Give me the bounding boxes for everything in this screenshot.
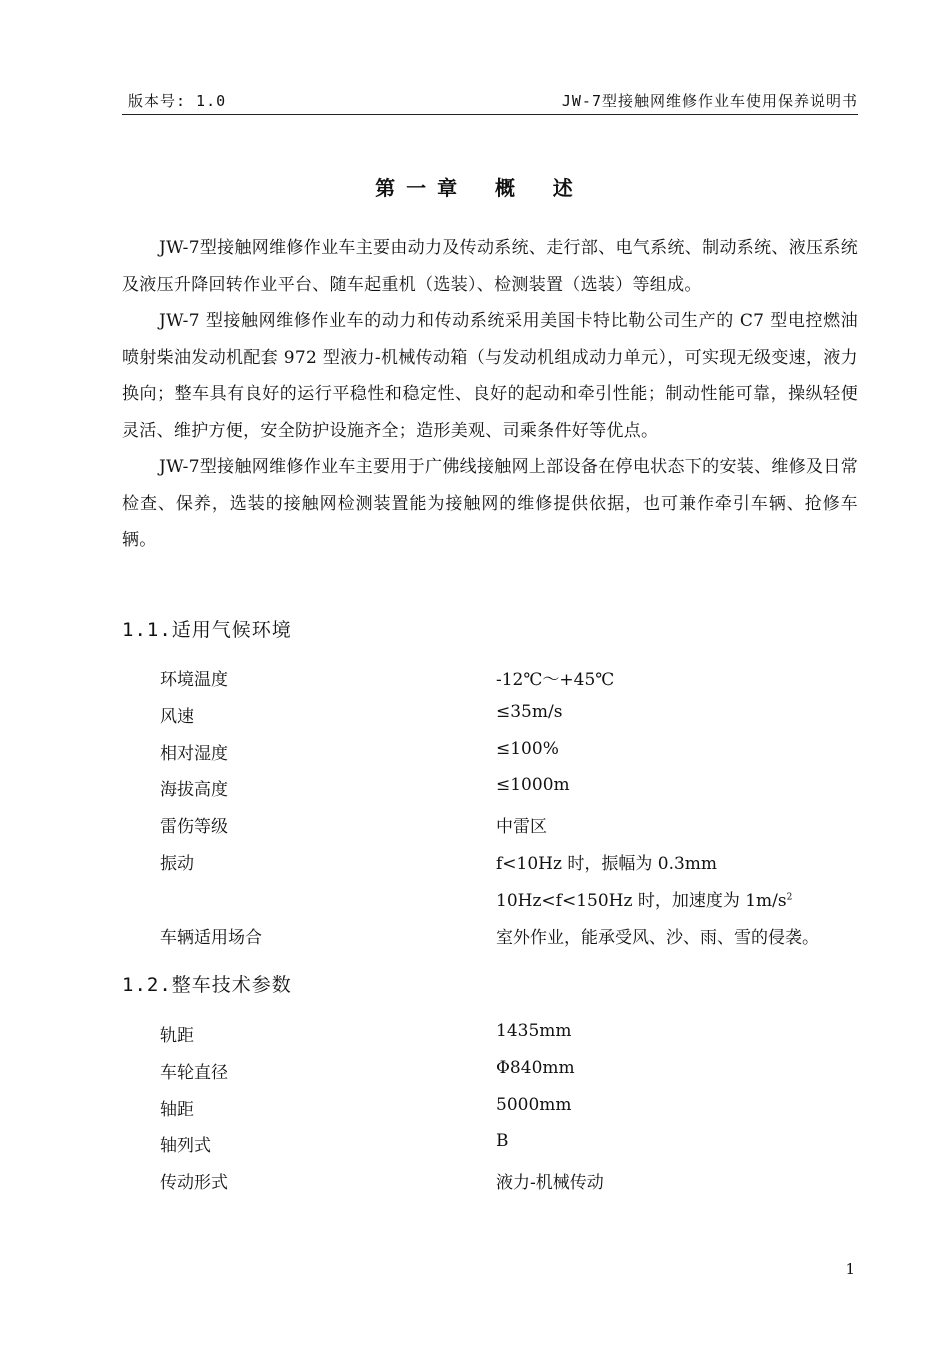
section-heading-climate: 1.1.适用气候环境 (122, 619, 292, 641)
superscript: 2 (786, 892, 793, 903)
page-number: 1 (845, 1260, 855, 1278)
param-label: 海拔高度 (160, 780, 228, 801)
table-row (160, 812, 860, 849)
table-row (160, 849, 860, 886)
param-label: 雷伤等级 (160, 817, 228, 838)
table-row (160, 739, 860, 776)
param-value: 中雷区 (496, 817, 547, 838)
paragraph-power-system: JW-7 型接触网维修作业车的动力和传动系统采用美国卡特比勒公司生产的 C7 型电控燃油喷射柴油发动机配套 972 型液力-机械传动箱（与发动机组成动力单元），可实现无级变速，液力换向；整车具有良好的运行平稳性和稳定性、良好的起动和牵引性能；制动性能可靠，操纵轻便灵活、维护方便，安全防护设施齐全；造形美观、司乘条件好等优点。 (122, 311, 858, 441)
table-row (160, 1168, 860, 1205)
param-label: 环境温度 (160, 670, 228, 690)
table-row (160, 923, 860, 960)
param-label: 振动 (160, 853, 194, 874)
table-row (160, 886, 860, 923)
table-row (160, 775, 860, 812)
param-label: 轨距 (160, 1026, 194, 1046)
param-label: 车轮直径 (160, 1062, 228, 1083)
param-value: ≤100% (496, 738, 559, 759)
table-row (160, 1095, 860, 1132)
param-value: ≤35m/s (496, 701, 563, 722)
param-value-text: 10Hz<f<150Hz 时，加速度为 1m/s (496, 890, 787, 911)
page-header (122, 88, 858, 115)
param-value: Φ840mm (496, 1057, 575, 1078)
paragraph-composition: JW-7型接触网维修作业车主要由动力及传动系统、走行部、电气系统、制动系统、液压系统及液压升降回转作业平台、随车起重机（选装）、检测装置（选装）等组成。 (122, 238, 858, 295)
param-label: 相对湿度 (160, 743, 228, 764)
table-row (160, 1021, 860, 1058)
param-label: 车辆适用场合 (160, 927, 262, 948)
param-value: 室外作业，能承受风、沙、雨、雪的侵袭。 (496, 927, 819, 948)
table-row (160, 665, 860, 702)
param-value: 5000mm (496, 1094, 572, 1115)
table-row (160, 1131, 860, 1168)
param-value: -12℃～+45℃ (496, 670, 615, 690)
tech-params-table (160, 1021, 860, 1205)
param-value: 1435mm (496, 1021, 572, 1041)
paragraph-usage: JW-7型接触网维修作业车主要用于广佛线接触网上部设备在停电状态下的安装、维修及日常检查、保养，选装的接触网检测装置能为接触网的维修提供依据，也可兼作牵引车辆、抢修车辆。 (122, 457, 858, 550)
table-row (160, 1058, 860, 1095)
document-title: JW-7型接触网维修作业车使用保养说明书 (561, 92, 858, 110)
version-number: 版本号: 1.0 (128, 92, 227, 110)
param-value: f<10Hz 时，振幅为 0.3mm (496, 853, 718, 874)
section-heading-tech-params: 1.2.整车技术参数 (122, 974, 292, 996)
overview-text (122, 230, 858, 559)
param-value: ≤1000m (496, 775, 570, 796)
param-label: 风速 (160, 706, 194, 727)
param-label: 轴距 (160, 1099, 194, 1120)
table-row (160, 702, 860, 739)
param-value (496, 886, 792, 911)
climate-table (160, 665, 860, 959)
param-value: 液力-机械传动 (496, 1173, 604, 1194)
param-value: B (496, 1131, 509, 1152)
chapter-title: 第 一 章 概 述 (375, 176, 575, 200)
param-label: 轴列式 (160, 1136, 211, 1157)
param-label: 传动形式 (160, 1173, 228, 1194)
